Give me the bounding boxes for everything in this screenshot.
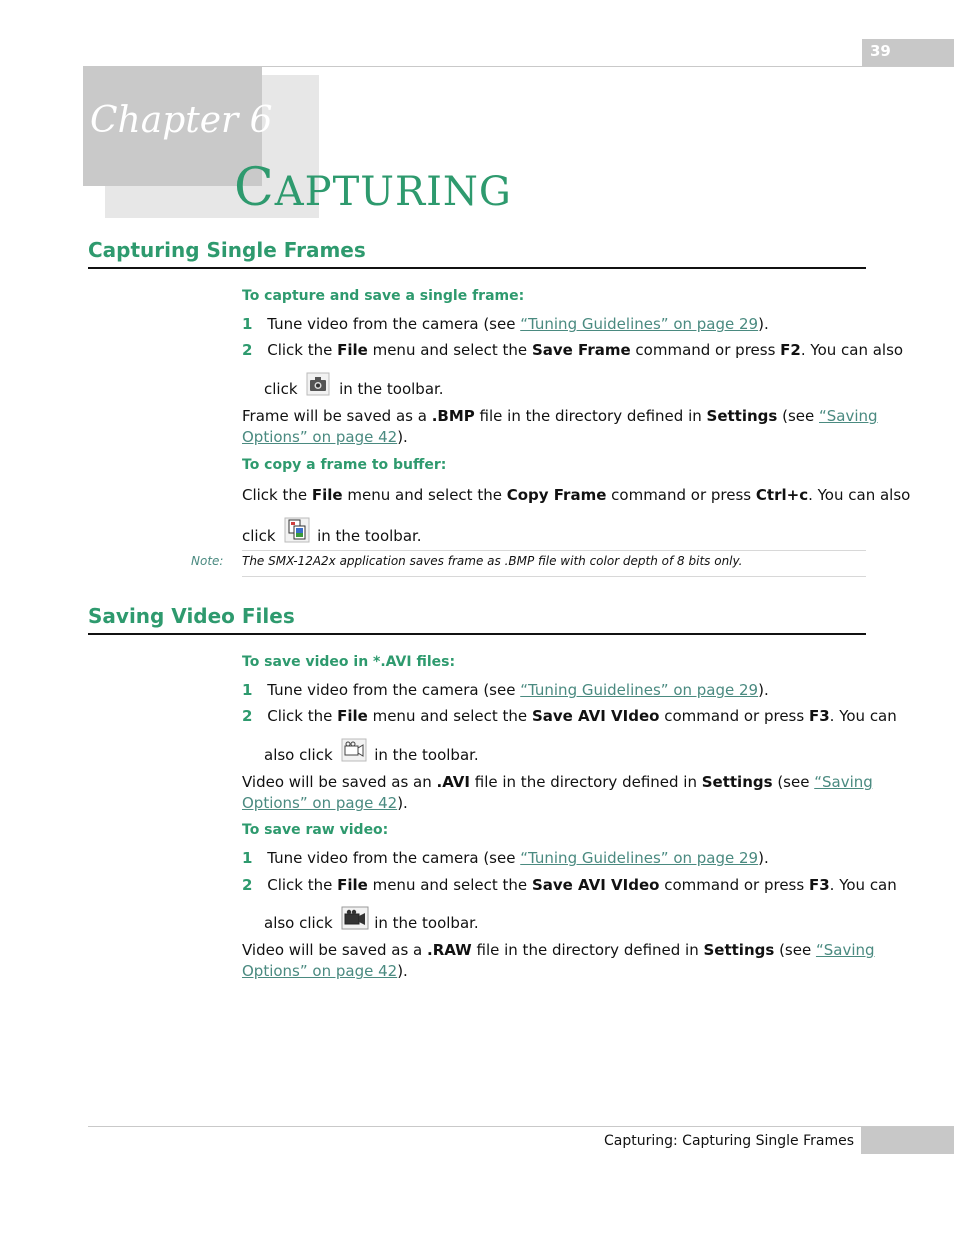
menu-file: File (337, 341, 368, 359)
link-tuning-guidelines[interactable]: “Tuning Guidelines” on page 29 (520, 849, 759, 867)
link-saving-options-cont[interactable]: Options” on page 42 (242, 962, 398, 980)
step-text: in the toolbar. (374, 914, 479, 932)
format-bmp: .BMP (431, 407, 475, 425)
section-heading-single-frames: Capturing Single Frames (88, 238, 366, 262)
link-saving-options-cont[interactable]: Options” on page 42 (242, 794, 398, 812)
key-f3: F3 (808, 876, 830, 894)
section-rule (88, 267, 866, 269)
chapter-title-rest: APTURING (274, 169, 512, 215)
link-saving-options[interactable]: “Saving (815, 941, 875, 959)
step-2 (242, 340, 903, 360)
section-rule (88, 633, 866, 635)
step-number: 1 (242, 849, 253, 867)
step-text: Click the (267, 876, 338, 894)
para-text: ). (397, 428, 408, 446)
step-text: menu and select the (367, 707, 532, 725)
para-text: Frame will be saved as a (242, 407, 432, 425)
step-1 (242, 680, 769, 700)
paragraph-cont (242, 961, 408, 981)
menu-file: File (337, 876, 368, 894)
step-text: Tune video from the camera (see (267, 681, 521, 699)
para-text: ). (397, 794, 408, 812)
key-f2: F2 (780, 341, 801, 359)
chapter-title-initial: C (234, 158, 275, 218)
procedure-title: To capture and save a single frame: (242, 288, 525, 304)
command-save-frame: Save Frame (531, 341, 631, 359)
menu-file: File (311, 486, 343, 504)
step-text: Click the (267, 341, 338, 359)
step-text: also click (264, 746, 333, 764)
step-text: command or press (659, 707, 809, 725)
para-text: (see (772, 773, 815, 791)
step-text: Tune video from the camera (see (267, 849, 521, 867)
settings-term: Settings (703, 941, 775, 959)
key-ctrl-c: Ctrl+c (755, 486, 809, 504)
para-text: Click the (242, 486, 312, 504)
para-text: (see (777, 407, 819, 425)
command-save-avi-video: Save AVI VIdeo (531, 707, 660, 725)
step-text: also click (264, 914, 333, 932)
para-text: file in the directory defined in (471, 941, 704, 959)
para-text: command or press (606, 486, 756, 504)
step-number: 2 (242, 876, 253, 894)
step-text: Click the (267, 707, 338, 725)
step-text-end: ). (758, 849, 769, 867)
step-1 (242, 848, 769, 868)
procedure-title: To save raw video: (242, 822, 389, 838)
step-number: 1 (242, 681, 253, 699)
paragraph-cont (242, 793, 408, 813)
step-2-cont (264, 906, 479, 933)
format-avi: .AVI (436, 773, 470, 791)
command-copy-frame: Copy Frame (506, 486, 607, 504)
link-saving-options[interactable]: “Saving (814, 773, 873, 791)
step-text: click (264, 380, 298, 398)
step-text: menu and select the (367, 341, 532, 359)
page-number: 39 (870, 42, 891, 60)
section-heading-video-files: Saving Video Files (88, 604, 295, 628)
step-number: 2 (242, 341, 253, 359)
footer-tab (861, 1127, 954, 1154)
step-text: in the toolbar. (374, 746, 479, 764)
step-text: . You can also (800, 341, 904, 359)
step-number: 1 (242, 315, 253, 333)
footer-rule (88, 1126, 954, 1127)
paragraph (242, 940, 875, 960)
paragraph-cont (242, 517, 422, 546)
para-text: click (242, 527, 276, 545)
para-text: (see (774, 941, 816, 959)
settings-term: Settings (701, 773, 773, 791)
note-rule-bottom (242, 576, 866, 577)
link-saving-options[interactable]: “Saving (819, 407, 878, 425)
footer-text: Capturing: Capturing Single Frames (604, 1133, 855, 1149)
paragraph (242, 485, 910, 505)
step-text-end: ). (758, 315, 769, 333)
note-rule-top (242, 550, 866, 551)
camera-icon (306, 372, 330, 396)
para-text: in the toolbar. (317, 527, 422, 545)
command-save-avi-video: Save AVI VIdeo (531, 876, 660, 894)
paragraph (242, 772, 873, 792)
step-2 (242, 875, 897, 895)
step-number: 2 (242, 707, 253, 725)
menu-file: File (337, 707, 368, 725)
para-text: ). (397, 962, 408, 980)
step-text: . You can (829, 876, 897, 894)
step-2 (242, 706, 897, 726)
link-tuning-guidelines[interactable]: “Tuning Guidelines” on page 29 (520, 681, 759, 699)
para-text: file in the directory defined in (469, 773, 702, 791)
step-text: Tune video from the camera (see (267, 315, 521, 333)
copy-frame-icon (284, 517, 308, 541)
step-text: in the toolbar. (339, 380, 444, 398)
procedure-title: To save video in *.AVI files: (242, 654, 456, 670)
step-text: command or press (630, 341, 781, 359)
chapter-label: Chapter 6 (90, 100, 273, 141)
para-text: . You can also (808, 486, 911, 504)
settings-term: Settings (706, 407, 778, 425)
link-tuning-guidelines[interactable]: “Tuning Guidelines” on page 29 (520, 315, 759, 333)
note-label: Note: (191, 554, 224, 568)
step-text-end: ). (758, 681, 769, 699)
raw-video-camera-icon (341, 906, 365, 930)
step-text: . You can (829, 707, 897, 725)
step-1 (242, 314, 769, 334)
link-saving-options-cont[interactable]: Options” on page 42 (242, 428, 398, 446)
procedure-title: To copy a frame to buffer: (242, 457, 447, 473)
video-camera-icon (341, 738, 365, 762)
para-text: menu and select the (342, 486, 507, 504)
format-raw: .RAW (427, 941, 472, 959)
para-text: Video will be saved as an (242, 773, 437, 791)
step-text: menu and select the (367, 876, 532, 894)
step-2-cont (264, 738, 479, 765)
paragraph-cont (242, 427, 408, 447)
step-2-cont (264, 372, 444, 399)
chapter-title (234, 158, 512, 218)
step-text: command or press (659, 876, 809, 894)
key-f3: F3 (808, 707, 830, 725)
paragraph (242, 406, 878, 426)
note-text: The SMX-12A2x application saves frame as .BMP file with color depth of 8 bits only. (242, 554, 743, 568)
para-text: file in the directory defined in (474, 407, 707, 425)
para-text: Video will be saved as a (242, 941, 427, 959)
